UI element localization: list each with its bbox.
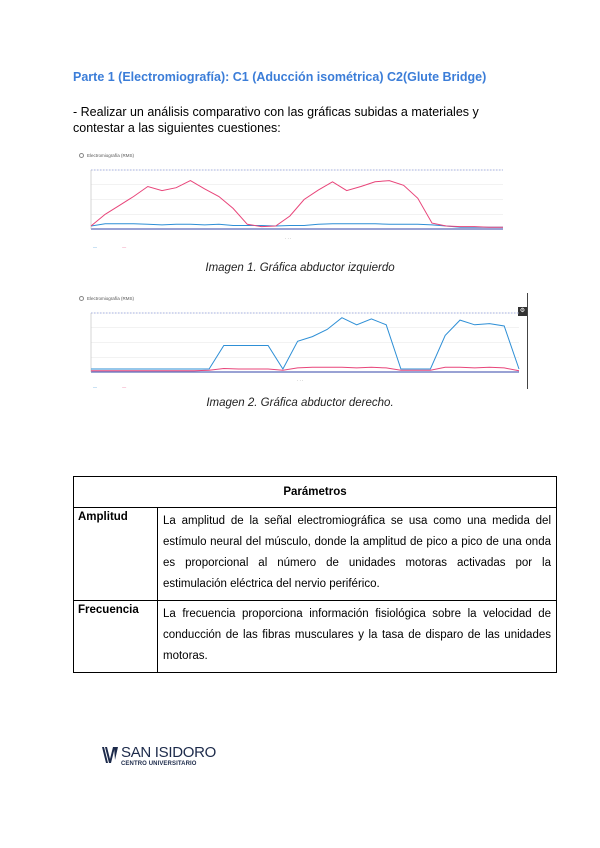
param-name: Amplitud [74, 508, 158, 601]
param-description: La frecuencia proporciona información fisiológica sobre la velocidad de conducción de las fibras musculares y la tasa de disparo de las unidades motoras. [158, 601, 557, 673]
section-heading: Parte 1 (Electromiografía): C1 (Aducción isométrica) C2(Glute Bridge) [73, 70, 487, 84]
logo-name: SAN ISIDORO [121, 744, 217, 761]
logo-subtitle: CENTRO UNIVERSITARIO [121, 761, 197, 767]
param-name: Frecuencia [74, 601, 158, 673]
table-row [74, 508, 557, 601]
parameters-table [73, 476, 557, 673]
chart-plot [75, 293, 527, 389]
chart-legend: — — [93, 244, 127, 249]
table-row [74, 601, 557, 673]
emg-chart-right [75, 293, 528, 389]
gear-icon[interactable]: ⚙ [519, 308, 526, 314]
intro-text: - Realizar un análisis comparativo con las gráficas subidas a materiales y contestar a las siguientes cuestiones: [73, 105, 479, 135]
logo-icon [102, 746, 118, 764]
chart-plot [75, 150, 525, 254]
figure-caption: Imagen 2. Gráfica abductor derecho. [206, 397, 394, 409]
chart-title: Electromiografía (RMS) [87, 153, 135, 158]
x-axis-label: · · · [285, 236, 292, 241]
emg-chart-left [75, 150, 525, 254]
figure-caption: Imagen 1. Gráfica abductor izquierdo [205, 262, 395, 274]
series-line-pink [91, 181, 503, 228]
chart-legend: — — [93, 384, 127, 389]
chart-title: Electromiografía (RMS) [87, 296, 135, 301]
x-axis-label: · · · [297, 378, 304, 383]
table-header: Parámetros [74, 477, 557, 508]
series-line-blue [91, 318, 519, 369]
param-description: La amplitud de la señal electromiográfica se usa como una medida del estímulo neural del músculo, donde la amplitud de pico a pico de una onda es proporcional al número de unidades motoras activadas por la estimulación eléctrica del nervio periférico. [158, 508, 557, 601]
